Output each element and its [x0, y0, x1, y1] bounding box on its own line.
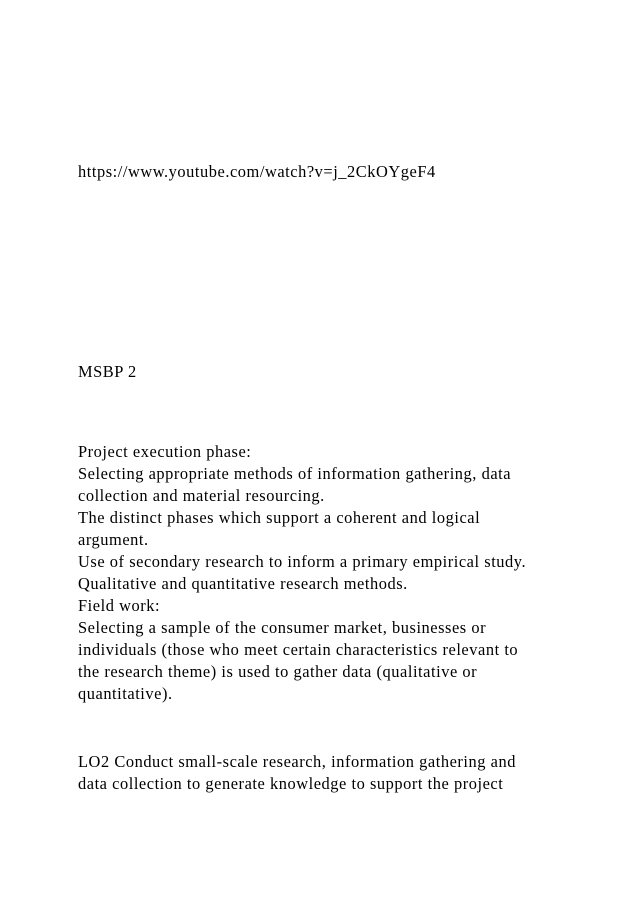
- document-heading: MSBP 2: [78, 362, 137, 381]
- body-line: Selecting a sample of the consumer market, businesses or: [78, 618, 487, 637]
- body-line: Project execution phase:: [78, 442, 252, 461]
- body-line: Selecting appropriate methods of information gathering, data: [78, 464, 512, 483]
- body-line: argument.: [78, 530, 149, 549]
- body-line: Qualitative and quantitative research methods.: [78, 574, 408, 593]
- body-line: quantitative).: [78, 684, 173, 703]
- learning-outcome-line: LO2 Conduct small-scale research, information gathering and: [78, 752, 516, 771]
- body-line: collection and material resourcing.: [78, 486, 325, 505]
- learning-outcome-line: data collection to generate knowledge to support the project: [78, 774, 504, 793]
- body-line: Field work:: [78, 596, 161, 615]
- body-line: Use of secondary research to inform a primary empirical study.: [78, 552, 527, 571]
- body-line: the research theme) is used to gather data (qualitative or: [78, 662, 478, 681]
- body-line: The distinct phases which support a coherent and logical: [78, 508, 481, 527]
- url-text: https://www.youtube.com/watch?v=j_2CkOYgeF4: [78, 162, 436, 181]
- body-line: individuals (those who meet certain characteristics relevant to: [78, 640, 519, 659]
